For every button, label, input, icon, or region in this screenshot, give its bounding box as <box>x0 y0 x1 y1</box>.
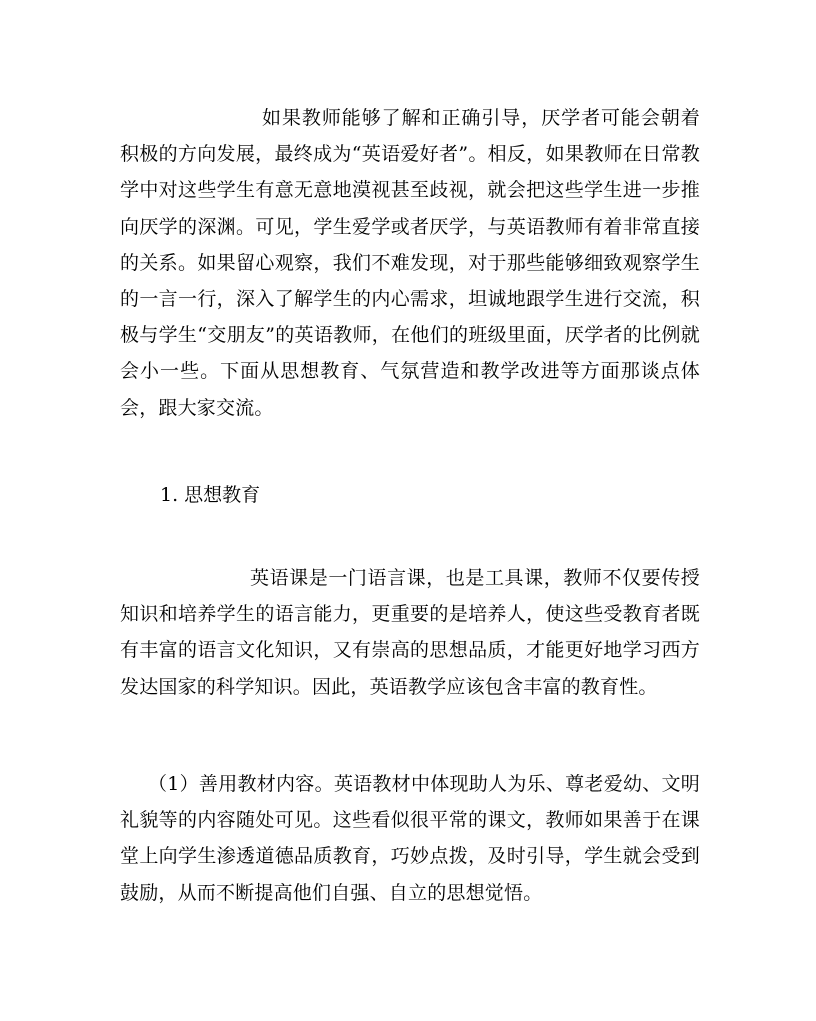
body-paragraph-intro: 如果教师能够了解和正确引导，厌学者可能会朝着积极的方向发展，最终成为“英语爱好者”。相反，如果教师在日常教学中对这些学生有意无意地漠视甚至歧视，就会把这些学生进一步推向厌学的深渊。可见，学生爱学或者厌学，与英语教师有着非常直接的关系。如果留心观察，我们不难发现，对于那些能够细致观察学生的一言一行，深入了解学生的内心需求，坦诚地跟学生进行交流，积极与学生“交朋友”的英语教师，在他们的班级里面，厌学者的比例就会小一些。下面从思想教育、气氛营造和教学改进等方面那谈点体会，跟大家交流。 <box>120 107 700 419</box>
body-paragraph-english-course: 英语课是一门语言课，也是工具课，教师不仅要传授知识和培养学生的语言能力，更重要的是培养人，使这些受教育者既有丰富的语言文化知识，又有崇高的思想品质，才能更好地学习西方发达国家的科学知识。因此，英语教学应该包含丰富的教育性。 <box>120 567 700 698</box>
body-paragraph-textbook-use: （1）善用教材内容。英语教材中体现助人为乐、尊老爱幼、文明礼貌等的内容随处可见。这些看似很平常的课文，教师如果善于在课堂上向学生渗透道德品质教育，巧妙点拨，及时引导，学生就会受到鼓励，从而不断提高他们自强、自立的思想觉悟。 <box>120 773 700 904</box>
section-heading: 1. 思想教育 <box>160 484 261 506</box>
